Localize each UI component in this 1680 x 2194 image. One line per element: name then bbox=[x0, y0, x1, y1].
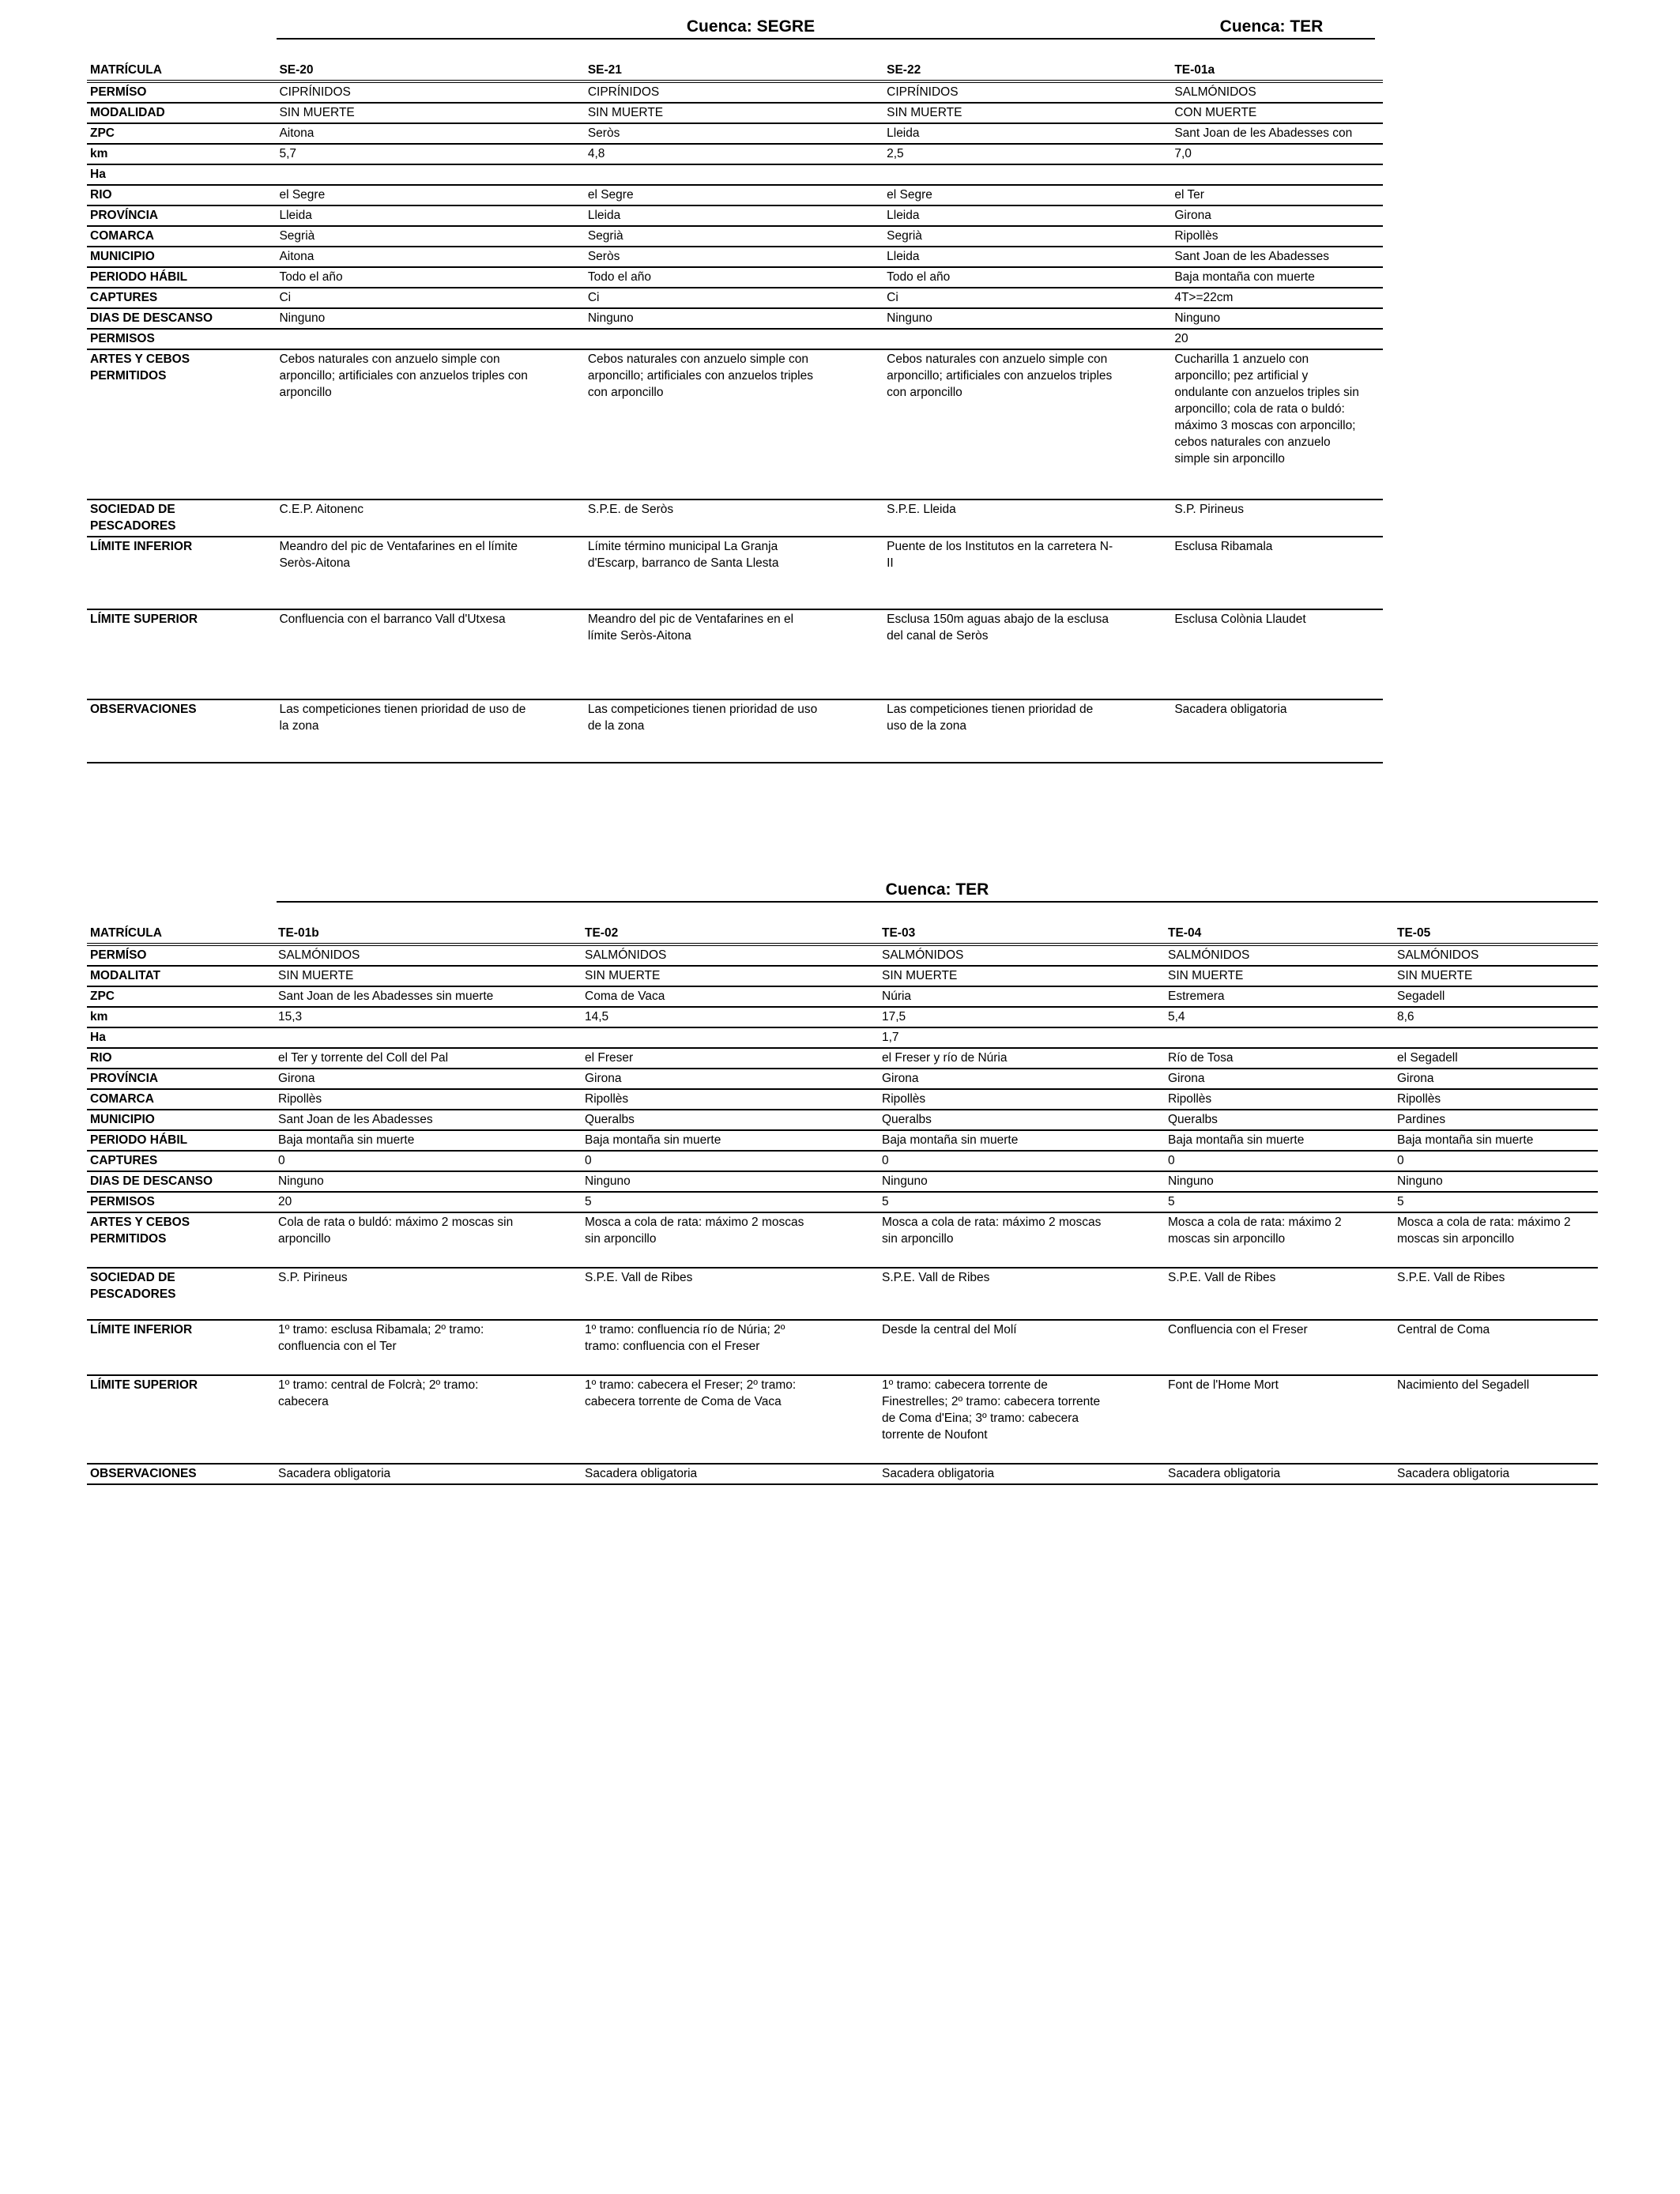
table-cell: el Freser y río de Núria bbox=[879, 1048, 1165, 1069]
table-cell: 0 bbox=[582, 1151, 879, 1171]
table-cell: Lleida bbox=[883, 205, 1171, 226]
table-cell: Ci bbox=[585, 288, 883, 308]
table-cell: 5 bbox=[1165, 1192, 1394, 1212]
table-cell: Mosca a cola de rata: máximo 2 moscas sin arponcillo bbox=[1394, 1212, 1598, 1268]
table-header-row bbox=[87, 55, 1383, 81]
table-cell: Girona bbox=[879, 1069, 1165, 1089]
table-cell: S.P.E. de Seròs bbox=[585, 499, 883, 537]
table-cell: Girona bbox=[1165, 1069, 1394, 1089]
row-label: MUNICIPIO bbox=[87, 1110, 275, 1130]
basin-title-segre: Cuenca: SEGRE bbox=[277, 16, 1225, 40]
table-cell: CON MUERTE bbox=[1171, 103, 1383, 123]
table-row bbox=[87, 1375, 1598, 1464]
table-row bbox=[87, 1048, 1598, 1069]
row-label: COMARCA bbox=[87, 1089, 275, 1110]
header-label: MATRÍCULA bbox=[87, 55, 276, 81]
table-cell: Ci bbox=[276, 288, 584, 308]
row-label: km bbox=[87, 144, 276, 164]
table-row bbox=[87, 1320, 1598, 1375]
fishing-zones-table-ter bbox=[87, 879, 1598, 1485]
table-cell: SIN MUERTE bbox=[276, 103, 584, 123]
column-header: SE-21 bbox=[585, 55, 883, 81]
table-row bbox=[87, 537, 1383, 609]
table-row bbox=[87, 1192, 1598, 1212]
row-label: SOCIEDAD DE PESCADORES bbox=[87, 1268, 275, 1320]
table-cell bbox=[276, 329, 584, 349]
table-cell: Ninguno bbox=[879, 1171, 1165, 1192]
row-label: PERIODO HÁBIL bbox=[87, 1130, 275, 1151]
table-cell: Estremera bbox=[1165, 986, 1394, 1007]
table-row bbox=[87, 226, 1383, 247]
table-cell: Cucharilla 1 anzuelo con arponcillo; pez artificial y ondulante con anzuelos triples sin arponcillo; cola de rata o buldó: máximo 3 moscas con arponcillo; cebos naturales con anzuelo simple sin arponcillo bbox=[1171, 349, 1383, 499]
row-label: LÍMITE INFERIOR bbox=[87, 1320, 275, 1375]
row-label: DIAS DE DESCANSO bbox=[87, 308, 276, 329]
row-label: LÍMITE SUPERIOR bbox=[87, 1375, 275, 1464]
table-row bbox=[87, 499, 1383, 537]
column-header: SE-22 bbox=[883, 55, 1171, 81]
table-cell: Girona bbox=[1171, 205, 1383, 226]
table-cell: Ninguno bbox=[1171, 308, 1383, 329]
table-cell: Pardines bbox=[1394, 1110, 1598, 1130]
table-cell: Girona bbox=[582, 1069, 879, 1089]
table-cell: Sacadera obligatoria bbox=[1165, 1464, 1394, 1484]
table-cell: Segrià bbox=[276, 226, 584, 247]
row-label: CAPTURES bbox=[87, 288, 276, 308]
column-header: TE-01a bbox=[1171, 55, 1383, 81]
table-cell: SALMÓNIDOS bbox=[879, 944, 1165, 966]
table-cell: el Segre bbox=[276, 185, 584, 205]
fishing-zones-table-segre-ter bbox=[87, 16, 1383, 763]
table-cell: Confluencia con el Freser bbox=[1165, 1320, 1394, 1375]
table-cell: 4,8 bbox=[585, 144, 883, 164]
row-label: MODALIDAD bbox=[87, 103, 276, 123]
table-cell: SIN MUERTE bbox=[879, 966, 1165, 986]
table-cell: Nacimiento del Segadell bbox=[1394, 1375, 1598, 1464]
table-cell: Desde la central del Molí bbox=[879, 1320, 1165, 1375]
table-cell: 7,0 bbox=[1171, 144, 1383, 164]
table-cell: Mosca a cola de rata: máximo 2 moscas sin arponcillo bbox=[582, 1212, 879, 1268]
table-cell: SALMÓNIDOS bbox=[1165, 944, 1394, 966]
table-row bbox=[87, 986, 1598, 1007]
table-cell: 1º tramo: confluencia río de Núria; 2º tramo: confluencia con el Freser bbox=[582, 1320, 879, 1375]
table-cell: Baja montaña sin muerte bbox=[1165, 1130, 1394, 1151]
table-row bbox=[87, 1130, 1598, 1151]
table-cell: 2,5 bbox=[883, 144, 1171, 164]
table-cell: Lleida bbox=[883, 247, 1171, 267]
table-cell: Meandro del pic de Ventafarines en el límite Seròs-Aitona bbox=[585, 609, 883, 699]
table-row bbox=[87, 267, 1383, 288]
table-cell: Aitona bbox=[276, 123, 584, 144]
table-cell: Sant Joan de les Abadesses bbox=[1171, 247, 1383, 267]
table-header-row bbox=[87, 918, 1598, 944]
table-cell: Ripollès bbox=[1165, 1089, 1394, 1110]
table-cell: Sacadera obligatoria bbox=[582, 1464, 879, 1484]
table-cell: 0 bbox=[879, 1151, 1165, 1171]
table-cell: Todo el año bbox=[883, 267, 1171, 288]
table-cell: Esclusa 150m aguas abajo de la esclusa del canal de Seròs bbox=[883, 609, 1171, 699]
table-cell: Segrià bbox=[883, 226, 1171, 247]
row-label: ARTES Y CEBOS PERMITIDOS bbox=[87, 1212, 275, 1268]
table-cell: Ninguno bbox=[276, 308, 584, 329]
column-header: TE-02 bbox=[582, 918, 879, 944]
table-cell: Ninguno bbox=[1394, 1171, 1598, 1192]
table-cell bbox=[1171, 164, 1383, 185]
column-header: TE-04 bbox=[1165, 918, 1394, 944]
table-cell: SALMÓNIDOS bbox=[1394, 944, 1598, 966]
table-cell: S.P.E. Vall de Ribes bbox=[582, 1268, 879, 1320]
table-cell: 1º tramo: esclusa Ribamala; 2º tramo: confluencia con el Ter bbox=[275, 1320, 582, 1375]
table-row bbox=[87, 144, 1383, 164]
table-cell: 20 bbox=[1171, 329, 1383, 349]
table-cell: el Ter y torrente del Coll del Pal bbox=[275, 1048, 582, 1069]
table-row bbox=[87, 1268, 1598, 1320]
table-cell: SIN MUERTE bbox=[275, 966, 582, 986]
table-cell: Girona bbox=[275, 1069, 582, 1089]
table-cell: Aitona bbox=[276, 247, 584, 267]
row-label: PERMÍSO bbox=[87, 944, 275, 966]
table-cell: S.P. Pirineus bbox=[1171, 499, 1383, 537]
row-label: ZPC bbox=[87, 986, 275, 1007]
table-cell: Ninguno bbox=[883, 308, 1171, 329]
table-cell bbox=[582, 1027, 879, 1048]
row-label: SOCIEDAD DE PESCADORES bbox=[87, 499, 276, 537]
table-row bbox=[87, 966, 1598, 986]
row-label: OBSERVACIONES bbox=[87, 699, 276, 763]
row-label: PERIODO HÁBIL bbox=[87, 267, 276, 288]
table-cell bbox=[276, 164, 584, 185]
table-cell: SIN MUERTE bbox=[883, 103, 1171, 123]
table-cell: Baja montaña sin muerte bbox=[879, 1130, 1165, 1151]
table-row bbox=[87, 1171, 1598, 1192]
table-cell: 0 bbox=[275, 1151, 582, 1171]
column-header: SE-20 bbox=[276, 55, 584, 81]
table-cell bbox=[1165, 1027, 1394, 1048]
table-cell: Seròs bbox=[585, 247, 883, 267]
table-cell: Esclusa Ribamala bbox=[1171, 537, 1383, 609]
table-cell: 1,7 bbox=[879, 1027, 1165, 1048]
table-cell: Queralbs bbox=[879, 1110, 1165, 1130]
table-row bbox=[87, 1069, 1598, 1089]
column-header: TE-01b bbox=[275, 918, 582, 944]
table-cell: Ripollès bbox=[1171, 226, 1383, 247]
header-label: MATRÍCULA bbox=[87, 918, 275, 944]
table-cell: Ripollès bbox=[582, 1089, 879, 1110]
table-row bbox=[87, 1212, 1598, 1268]
table-cell: SIN MUERTE bbox=[582, 966, 879, 986]
row-label: PROVÍNCIA bbox=[87, 1069, 275, 1089]
table-cell bbox=[275, 1027, 582, 1048]
row-label: PERMISOS bbox=[87, 329, 276, 349]
table-row bbox=[87, 123, 1383, 144]
table-cell: 5 bbox=[879, 1192, 1165, 1212]
table-cell bbox=[1394, 1027, 1598, 1048]
table-cell bbox=[883, 329, 1171, 349]
table-cell: Sacadera obligatoria bbox=[275, 1464, 582, 1484]
table-cell bbox=[883, 164, 1171, 185]
table-cell: SIN MUERTE bbox=[1165, 966, 1394, 986]
table-cell: Cola de rata o buldó: máximo 2 moscas sin arponcillo bbox=[275, 1212, 582, 1268]
table-cell: Girona bbox=[1394, 1069, 1598, 1089]
table-row bbox=[87, 288, 1383, 308]
table-cell: Baja montaña sin muerte bbox=[1394, 1130, 1598, 1151]
table-row bbox=[87, 944, 1598, 966]
row-label: RIO bbox=[87, 1048, 275, 1069]
table-cell: Lleida bbox=[276, 205, 584, 226]
table-row bbox=[87, 81, 1383, 103]
zones-table-1 bbox=[87, 55, 1383, 763]
basin-header-row bbox=[87, 16, 1383, 55]
table-row bbox=[87, 185, 1383, 205]
column-header: TE-03 bbox=[879, 918, 1165, 944]
table-row bbox=[87, 1089, 1598, 1110]
table-cell: Sant Joan de les Abadesses con bbox=[1171, 123, 1383, 144]
table-cell: 8,6 bbox=[1394, 1007, 1598, 1027]
table-row bbox=[87, 1110, 1598, 1130]
table-cell: S.P.E. Vall de Ribes bbox=[879, 1268, 1165, 1320]
table-cell: Todo el año bbox=[585, 267, 883, 288]
table-cell: Mosca a cola de rata: máximo 2 moscas sin arponcillo bbox=[879, 1212, 1165, 1268]
table-row bbox=[87, 1151, 1598, 1171]
table-cell: Queralbs bbox=[582, 1110, 879, 1130]
table-cell: Seròs bbox=[585, 123, 883, 144]
table-cell: Sacadera obligatoria bbox=[1171, 699, 1383, 763]
table-cell: Confluencia con el barranco Vall d'Utxesa bbox=[276, 609, 584, 699]
table-cell: CIPRÍNIDOS bbox=[585, 81, 883, 103]
row-label: LÍMITE SUPERIOR bbox=[87, 609, 276, 699]
table-cell: Font de l'Home Mort bbox=[1165, 1375, 1394, 1464]
table-cell: Sant Joan de les Abadesses sin muerte bbox=[275, 986, 582, 1007]
row-label: km bbox=[87, 1007, 275, 1027]
table-cell: SALMÓNIDOS bbox=[1171, 81, 1383, 103]
table-row bbox=[87, 349, 1383, 499]
table-cell: Central de Coma bbox=[1394, 1320, 1598, 1375]
table-cell: Esclusa Colònia Llaudet bbox=[1171, 609, 1383, 699]
table-row bbox=[87, 103, 1383, 123]
basin-title-ter: Cuenca: TER bbox=[1168, 16, 1375, 40]
row-label: DIAS DE DESCANSO bbox=[87, 1171, 275, 1192]
table-cell: C.E.P. Aitonenc bbox=[276, 499, 584, 537]
table-cell: Límite término municipal La Granja d'Escarp, barranco de Santa Llesta bbox=[585, 537, 883, 609]
table-cell: Ci bbox=[883, 288, 1171, 308]
table-cell: SALMÓNIDOS bbox=[582, 944, 879, 966]
table-cell: el Ter bbox=[1171, 185, 1383, 205]
table-cell: S.P. Pirineus bbox=[275, 1268, 582, 1320]
table-cell: 17,5 bbox=[879, 1007, 1165, 1027]
table-row bbox=[87, 1007, 1598, 1027]
table-cell: CIPRÍNIDOS bbox=[276, 81, 584, 103]
table-cell: 0 bbox=[1394, 1151, 1598, 1171]
table-cell: Sacadera obligatoria bbox=[1394, 1464, 1598, 1484]
table-cell: 1º tramo: cabecera el Freser; 2º tramo: cabecera torrente de Coma de Vaca bbox=[582, 1375, 879, 1464]
table-cell: Ripollès bbox=[275, 1089, 582, 1110]
table-cell: Cebos naturales con anzuelo simple con arponcillo; artificiales con anzuelos triples con arponcillo bbox=[276, 349, 584, 499]
table-cell: 1º tramo: cabecera torrente de Finestrelles; 2º tramo: cabecera torrente de Coma d'Eina; 3º tramo: cabecera torrente de Noufont bbox=[879, 1375, 1165, 1464]
table-cell: SIN MUERTE bbox=[1394, 966, 1598, 986]
table-cell: SIN MUERTE bbox=[585, 103, 883, 123]
table-cell: SALMÓNIDOS bbox=[275, 944, 582, 966]
table-cell: Núria bbox=[879, 986, 1165, 1007]
table-cell: Baja montaña sin muerte bbox=[275, 1130, 582, 1151]
table-cell: Cebos naturales con anzuelo simple con arponcillo; artificiales con anzuelos triples con arponcillo bbox=[585, 349, 883, 499]
table-cell: Segadell bbox=[1394, 986, 1598, 1007]
table-cell: Sant Joan de les Abadesses bbox=[275, 1110, 582, 1130]
table-cell: Baja montaña con muerte bbox=[1171, 267, 1383, 288]
table-cell: Baja montaña sin muerte bbox=[582, 1130, 879, 1151]
row-label: Ha bbox=[87, 164, 276, 185]
table-cell: Cebos naturales con anzuelo simple con arponcillo; artificiales con anzuelos triples con arponcillo bbox=[883, 349, 1171, 499]
table-cell: Coma de Vaca bbox=[582, 986, 879, 1007]
column-header: TE-05 bbox=[1394, 918, 1598, 944]
row-label: MUNICIPIO bbox=[87, 247, 276, 267]
table-cell: Ripollès bbox=[879, 1089, 1165, 1110]
table-row bbox=[87, 329, 1383, 349]
row-label: COMARCA bbox=[87, 226, 276, 247]
table-row bbox=[87, 609, 1383, 699]
table-row bbox=[87, 205, 1383, 226]
table-cell: S.P.E. Vall de Ribes bbox=[1394, 1268, 1598, 1320]
table-cell: 15,3 bbox=[275, 1007, 582, 1027]
table-cell: Segrià bbox=[585, 226, 883, 247]
table-row bbox=[87, 699, 1383, 763]
table-cell: 5 bbox=[1394, 1192, 1598, 1212]
table-cell: 5,7 bbox=[276, 144, 584, 164]
table-cell: Las competiciones tienen prioridad de uso de la zona bbox=[585, 699, 883, 763]
table-cell: 1º tramo: central de Folcrà; 2º tramo: cabecera bbox=[275, 1375, 582, 1464]
table-cell: 20 bbox=[275, 1192, 582, 1212]
table-cell: Sacadera obligatoria bbox=[879, 1464, 1165, 1484]
row-label: ARTES Y CEBOS PERMITIDOS bbox=[87, 349, 276, 499]
table-row bbox=[87, 308, 1383, 329]
table-row bbox=[87, 1027, 1598, 1048]
table-cell bbox=[585, 329, 883, 349]
table-cell: 0 bbox=[1165, 1151, 1394, 1171]
row-label: CAPTURES bbox=[87, 1151, 275, 1171]
zones-table-2 bbox=[87, 918, 1598, 1485]
table-cell: Río de Tosa bbox=[1165, 1048, 1394, 1069]
table-cell: S.P.E. Vall de Ribes bbox=[1165, 1268, 1394, 1320]
table-cell: S.P.E. Lleida bbox=[883, 499, 1171, 537]
table-cell: CIPRÍNIDOS bbox=[883, 81, 1171, 103]
basin-header-row bbox=[87, 879, 1598, 918]
table-row bbox=[87, 164, 1383, 185]
table-cell: Ninguno bbox=[275, 1171, 582, 1192]
table-cell: Ninguno bbox=[1165, 1171, 1394, 1192]
table-cell: 14,5 bbox=[582, 1007, 879, 1027]
basin-title-ter: Cuenca: TER bbox=[277, 879, 1598, 903]
table-cell: Meandro del pic de Ventafarines en el límite Seròs-Aitona bbox=[276, 537, 584, 609]
table-cell: Lleida bbox=[883, 123, 1171, 144]
table-cell: Queralbs bbox=[1165, 1110, 1394, 1130]
row-label: PERMISOS bbox=[87, 1192, 275, 1212]
row-label: LÍMITE INFERIOR bbox=[87, 537, 276, 609]
table-cell: Ripollès bbox=[1394, 1089, 1598, 1110]
row-label: OBSERVACIONES bbox=[87, 1464, 275, 1484]
table-cell: Las competiciones tienen prioridad de uso de la zona bbox=[276, 699, 584, 763]
table-cell: Lleida bbox=[585, 205, 883, 226]
row-label: MODALITAT bbox=[87, 966, 275, 986]
table-cell bbox=[585, 164, 883, 185]
table-row bbox=[87, 247, 1383, 267]
table-cell: Mosca a cola de rata: máximo 2 moscas sin arponcillo bbox=[1165, 1212, 1394, 1268]
table-cell: el Segre bbox=[883, 185, 1171, 205]
table-cell: Las competiciones tienen prioridad de uso de la zona bbox=[883, 699, 1171, 763]
table-cell: Ninguno bbox=[585, 308, 883, 329]
table-cell: el Segre bbox=[585, 185, 883, 205]
table-cell: 4T>=22cm bbox=[1171, 288, 1383, 308]
table-cell: Ninguno bbox=[582, 1171, 879, 1192]
row-label: RIO bbox=[87, 185, 276, 205]
table-cell: Puente de los Institutos en la carretera N- II bbox=[883, 537, 1171, 609]
row-label: PROVÍNCIA bbox=[87, 205, 276, 226]
table-cell: el Freser bbox=[582, 1048, 879, 1069]
row-label: Ha bbox=[87, 1027, 275, 1048]
table-cell: 5 bbox=[582, 1192, 879, 1212]
row-label: PERMÍSO bbox=[87, 81, 276, 103]
table-cell: 5,4 bbox=[1165, 1007, 1394, 1027]
table-row bbox=[87, 1464, 1598, 1484]
table-cell: el Segadell bbox=[1394, 1048, 1598, 1069]
table-cell: Todo el año bbox=[276, 267, 584, 288]
row-label: ZPC bbox=[87, 123, 276, 144]
